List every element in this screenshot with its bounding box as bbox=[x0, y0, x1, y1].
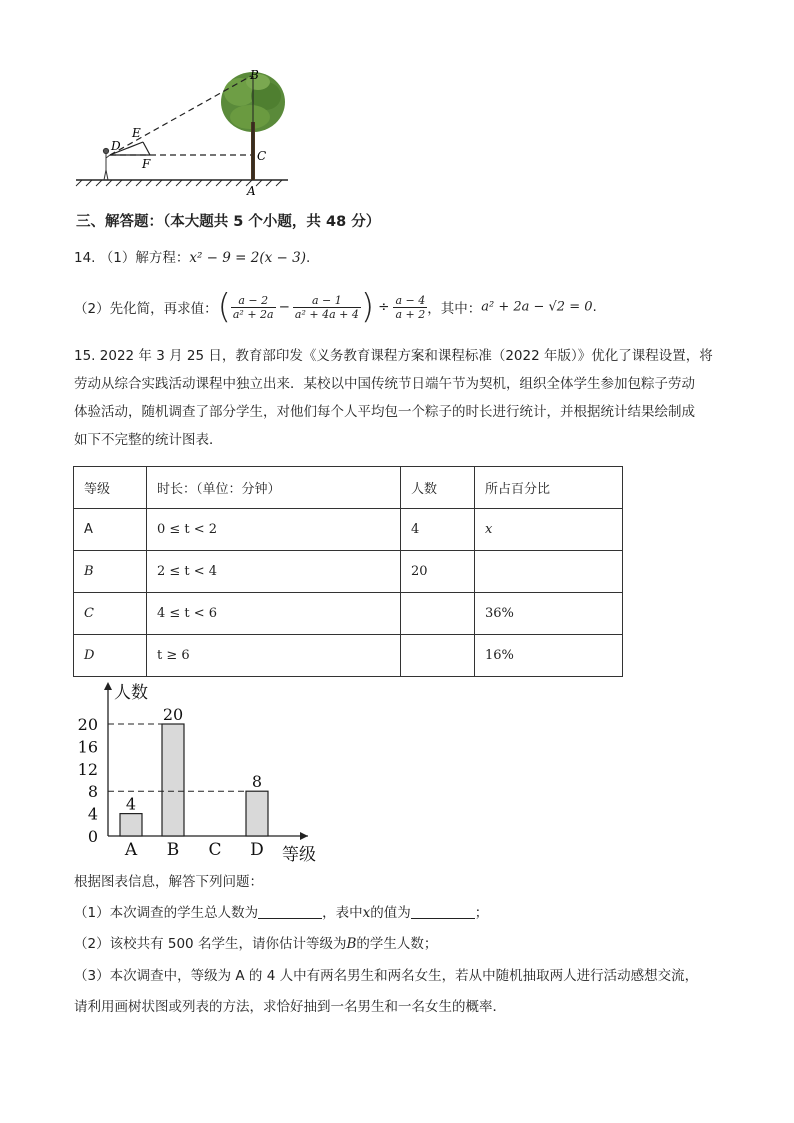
x-axis-arrow bbox=[300, 832, 308, 840]
answer-blank-2[interactable] bbox=[411, 904, 475, 919]
y-tick-label: 16 bbox=[77, 737, 98, 757]
label-d: D bbox=[111, 139, 121, 153]
y-tick-label: 12 bbox=[77, 759, 98, 779]
q14-part1-equation: x² − 9 = 2(x − 3) bbox=[189, 250, 306, 266]
q15-intro-line2: 劳动从综合实践活动课程中独立出来．某校以中国传统节日端午节为契机，组织全体学生参加包粽子劳动 bbox=[74, 376, 695, 392]
label-f: F bbox=[142, 157, 151, 171]
table-cell: D bbox=[74, 635, 147, 677]
q14-frac2: $\frac{a - 1}{\text{a² + 4a + 4}}$ bbox=[294, 293, 359, 321]
q15-follow: 根据图表信息，解答下列问题： bbox=[74, 874, 263, 890]
table-header: 等级 bbox=[74, 467, 147, 509]
q14-part2-prefix: （2）先化简，再求值： bbox=[74, 301, 218, 317]
label-b: B bbox=[250, 68, 259, 82]
data-label-a: 4 bbox=[125, 794, 137, 814]
q15-intro-line1: 15. 2022 年 3 月 25 日，教育部印发《义务教育课程方案和课程标准（2022 年版）》优化了课程设置，将 bbox=[74, 348, 713, 364]
answer-blank-1[interactable] bbox=[258, 904, 322, 919]
table-cell: x bbox=[475, 509, 623, 551]
y-tick-label: 20 bbox=[77, 715, 98, 734]
x-tick-label: B bbox=[166, 840, 180, 860]
q14-part1-prefix: 14. （1）解方程： bbox=[74, 250, 190, 266]
table-cell: 4 bbox=[401, 509, 475, 551]
q15-sub1: （1）本次调查的学生总人数为 ，表中x的值为 ； bbox=[74, 905, 489, 921]
table-cell: C bbox=[74, 593, 147, 635]
label-c: C bbox=[257, 149, 267, 163]
table-cell: A bbox=[74, 509, 147, 551]
q14-part1-end: . bbox=[305, 250, 311, 266]
bar-chart bbox=[70, 678, 340, 868]
table-header-row bbox=[74, 467, 623, 509]
q15-intro bbox=[74, 342, 714, 454]
label-e: E bbox=[132, 126, 141, 140]
table-cell: 16% bbox=[475, 635, 623, 677]
q14-condition: a² + 2a − √2 = 0 bbox=[481, 299, 593, 315]
table-row bbox=[74, 635, 623, 677]
q14-frac3: $\frac{a - 4}{a + 2}$ bbox=[395, 293, 426, 321]
table-cell bbox=[401, 593, 475, 635]
table-header: 所占百分比 bbox=[475, 467, 623, 509]
y-tick-label: 8 bbox=[87, 782, 98, 802]
table-cell: 20 bbox=[401, 551, 475, 593]
table-row bbox=[74, 509, 623, 551]
y-axis-label: 人数 bbox=[114, 683, 148, 703]
table-row bbox=[74, 593, 623, 635]
y-tick-label: 0 bbox=[87, 827, 98, 846]
bar-d bbox=[246, 791, 268, 836]
q14-part1 bbox=[74, 248, 310, 268]
q14-frac1: $\frac{a - 2}{\text{a² + 2a}}$ bbox=[232, 293, 274, 321]
x-axis-label: 等级 bbox=[282, 845, 316, 865]
q15-sub2: （2）该校共有 500 名学生，请你估计等级为B的学生人数； bbox=[74, 936, 438, 952]
x-tick-label: D bbox=[250, 840, 264, 860]
stats-table bbox=[73, 466, 623, 677]
table-cell: B bbox=[74, 551, 147, 593]
table-cell bbox=[401, 635, 475, 677]
section3-heading: 三、解答题：（本大题共 5 个小题，共 48 分） bbox=[76, 214, 381, 230]
table-header: 人数 bbox=[401, 467, 475, 509]
table-cell: 4 ≤ t < 6 bbox=[147, 593, 401, 635]
q15-intro-line4: 如下不完整的统计图表． bbox=[74, 432, 223, 448]
data-label-d: 8 bbox=[251, 772, 263, 792]
label-a: A bbox=[247, 184, 256, 198]
table-cell bbox=[475, 551, 623, 593]
data-label-b: 20 bbox=[162, 705, 184, 724]
x-tick-label: A bbox=[124, 840, 138, 860]
table-row bbox=[74, 551, 623, 593]
table-header: 时长：（单位：分钟） bbox=[147, 467, 401, 509]
q15-sub3-line1: （3）本次调查中，等级为 A 的 4 人中有两名男生和两名女生，若从中随机抽取两人进行活动感想交流， bbox=[74, 968, 699, 984]
y-axis-arrow bbox=[104, 682, 112, 690]
bar-a bbox=[120, 814, 142, 836]
y-tick-label: 4 bbox=[87, 804, 98, 824]
q15-sub3-line2: 请利用画树状图或列表的方法，求恰好抽到一名男生和一名女生的概率． bbox=[74, 999, 506, 1015]
tree-figure bbox=[70, 62, 300, 202]
table-cell: t ≥ 6 bbox=[147, 635, 401, 677]
person-icon bbox=[103, 148, 110, 180]
q14-part2: （2）先化简，再求值：( $\frac{a - 2}{\text{a² + 2a}}$ − $\frac{a - 1}{\text{a² + 4a + 4}}$ ) ÷ $\frac{a - 4}{a + 2}$ ，其中：a² + 2a − √2 = 0. bbox=[74, 287, 597, 327]
bar-b bbox=[162, 724, 184, 836]
table-cell: 2 ≤ t < 4 bbox=[147, 551, 401, 593]
q15-intro-line3: 体验活动，随机调查了部分学生，对他们每个人平均包一个粽子的时长进行统计，并根据统计结果绘制成 bbox=[74, 404, 695, 420]
x-tick-label: C bbox=[208, 840, 222, 860]
table-cell: 36% bbox=[475, 593, 623, 635]
table-cell: 0 ≤ t < 2 bbox=[147, 509, 401, 551]
